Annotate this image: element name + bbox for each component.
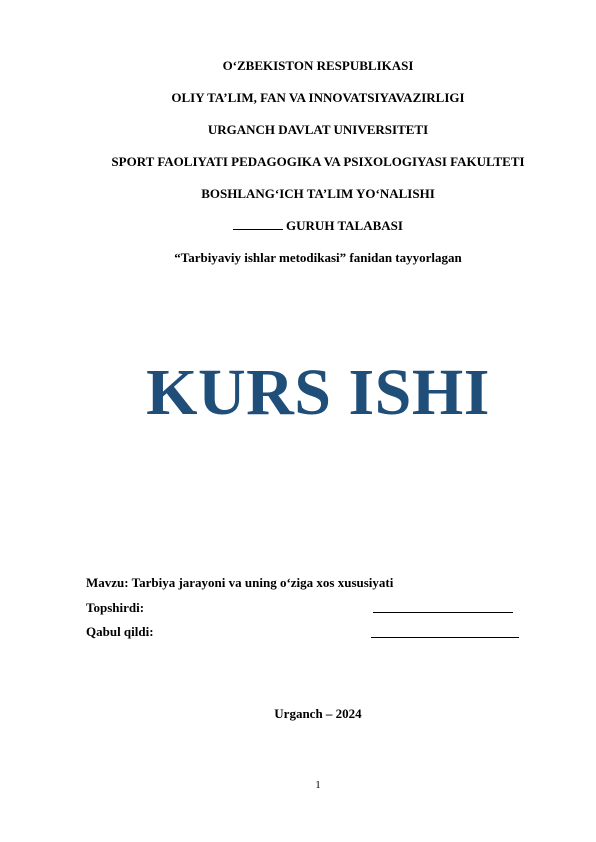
topic-line: Mavzu: Tarbiya jarayoni va uning o‘ziga xos xususiyati: [86, 575, 394, 590]
group-blank-line: [233, 218, 283, 230]
accepted-signature-line: [371, 637, 519, 638]
document-title: KURS ISHI: [146, 356, 490, 429]
submitted-signature-line: [373, 612, 513, 613]
header-direction: BOSHLANG‘ICH TA’LIM YO‘NALISHI: [201, 186, 435, 201]
page-number: 1: [315, 779, 321, 791]
header-subject: “Tarbiyaviy ishlar metodikasi” fanidan tayyorlagan: [174, 250, 462, 265]
submitted-label: Topshirdi:: [86, 600, 145, 615]
accepted-label: Qabul qildi:: [86, 624, 154, 639]
header-group: [0, 218, 596, 234]
header-ministry: OLIY TA’LIM, FAN VA INNOVATSIYAVAZIRLIGI: [171, 90, 465, 105]
header-faculty: SPORT FAOLIYATI PEDAGOGIKA VA PSIXOLOGIYASI FAKULTETI: [111, 154, 525, 169]
header-university: URGANCH DAVLAT UNIVERSITETI: [207, 122, 429, 137]
header-country: O‘ZBEKISTON RESPUBLIKASI: [222, 58, 414, 73]
header-group-label: GURUH TALABASI: [286, 218, 403, 233]
city-year: Urganch – 2024: [274, 706, 362, 721]
